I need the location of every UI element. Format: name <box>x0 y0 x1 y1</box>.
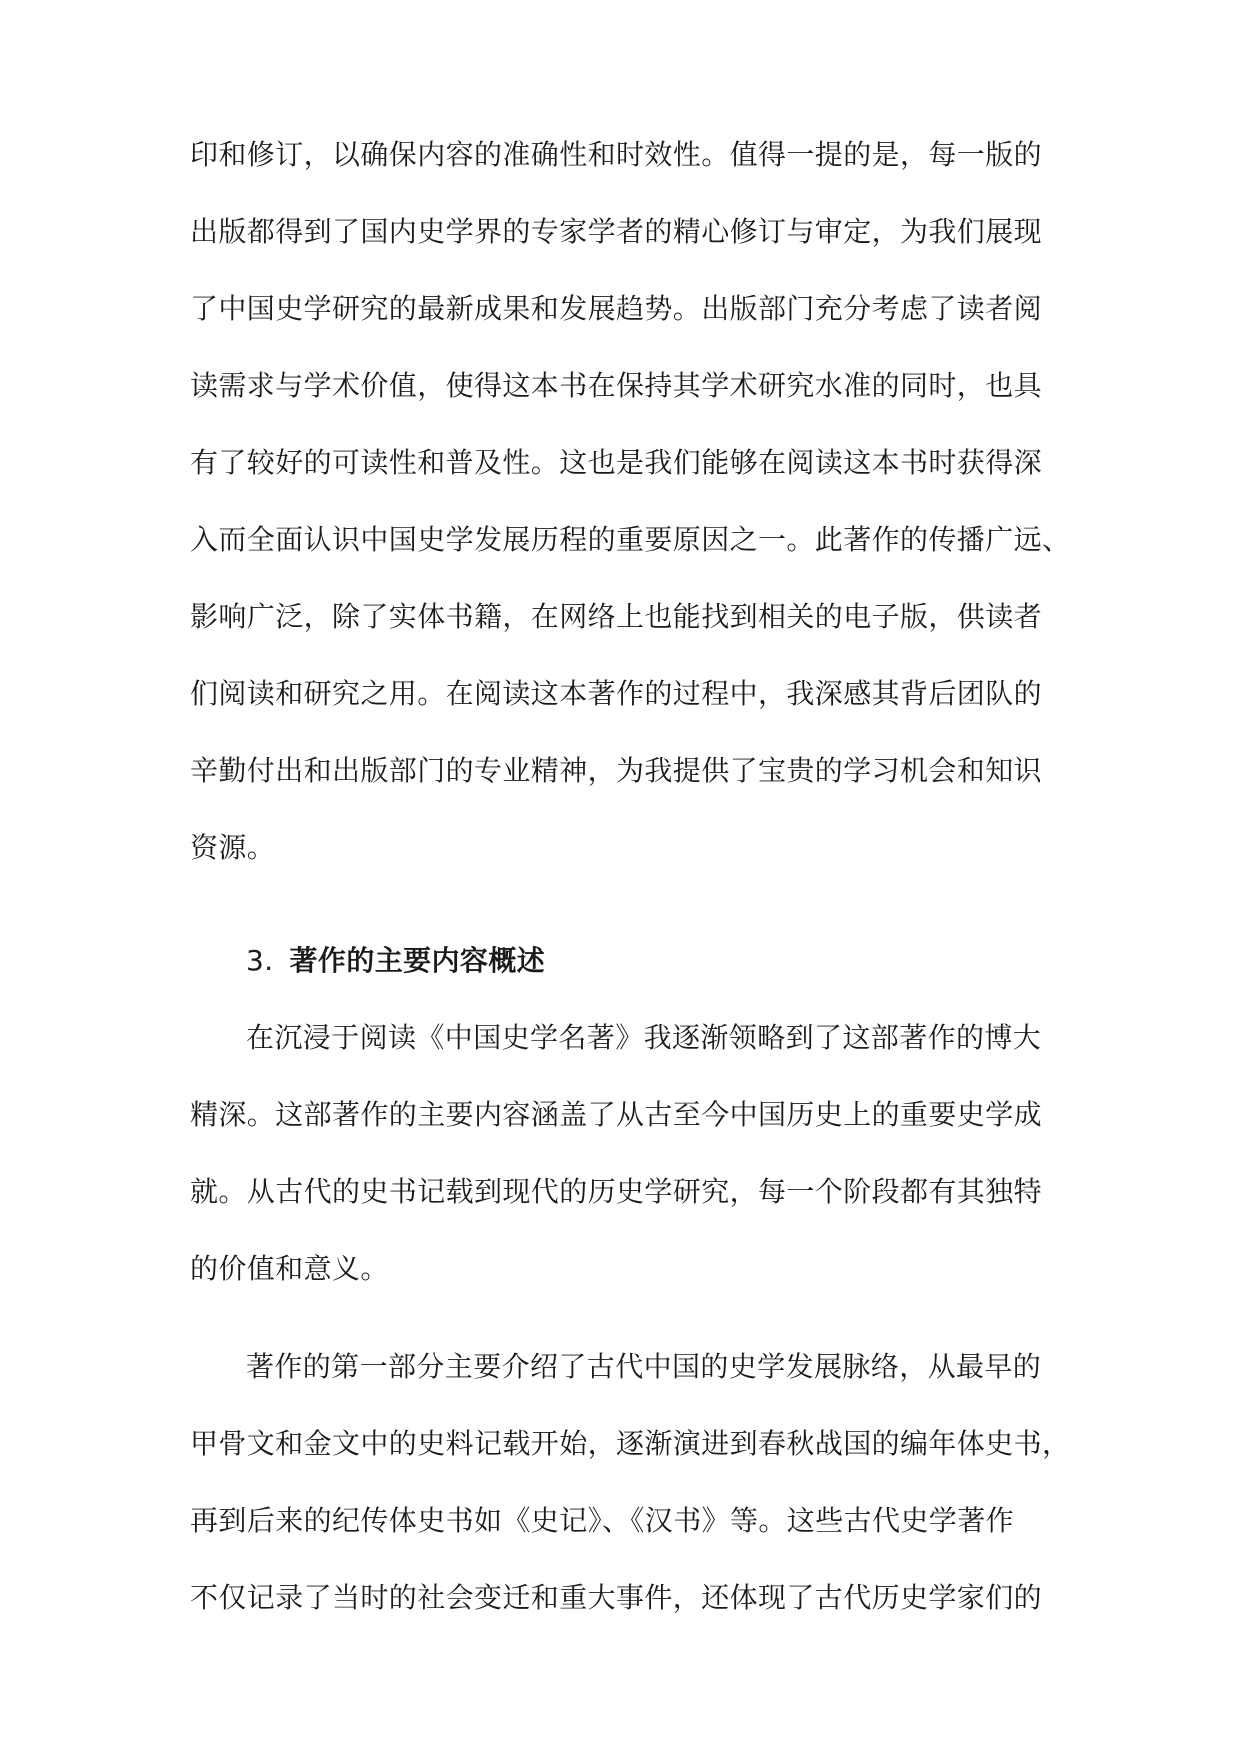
paragraph-1-line-3: 了中国史学研究的最新成果和发展趋势。出版部门充分考虑了读者阅 <box>190 292 1043 325</box>
paragraph-1-line-1: 印和修订，以确保内容的准确性和时效性。值得一提的是，每一版的 <box>190 138 1043 171</box>
section-3-number: 3. <box>246 944 274 977</box>
paragraph-3-line-3: 再到后来的纪传体史书如《史记》、《汉书》等。这些古代史学著作 <box>190 1504 1015 1537</box>
paragraph-2-line-4: 的价值和意义。 <box>190 1252 389 1285</box>
paragraph-2-line-1: 在沉浸于阅读《中国史学名著》我逐渐领略到了这部著作的博大 <box>246 1021 1042 1054</box>
paragraph-3-line-1: 著作的第一部分主要介绍了古代中国的史学发展脉络，从最早的 <box>246 1350 1042 1383</box>
paragraph-1-line-7: 影响广泛，除了实体书籍，在网络上也能找到相关的电子版，供读者 <box>190 600 1043 633</box>
paragraph-1-line-9: 辛勤付出和出版部门的专业精神，为我提供了宝贵的学习机会和知识 <box>190 754 1043 787</box>
paragraph-3-line-2: 甲骨文和金文中的史料记载开始，逐渐演进到春秋战国的编年体史书， <box>190 1427 1071 1460</box>
paragraph-2-line-2: 精深。这部著作的主要内容涵盖了从古至今中国历史上的重要史学成 <box>190 1098 1043 1131</box>
section-3-heading <box>246 941 1050 981</box>
paragraph-1-line-4: 读需求与学术价值，使得这本书在保持其学术研究水准的同时，也具 <box>190 369 1043 402</box>
paragraph-1-line-8: 们阅读和研究之用。在阅读这本著作的过程中，我深感其背后团队的 <box>190 677 1043 710</box>
paragraph-3-line-4: 不仅记录了当时的社会变迁和重大事件，还体现了古代历史学家们的 <box>190 1581 1043 1614</box>
section-3-title: 著作的主要内容概述 <box>289 944 546 977</box>
paragraph-1-line-10: 资源。 <box>190 831 276 864</box>
paragraph-2-line-3: 就。从古代的史书记载到现代的历史学研究，每一个阶段都有其独特 <box>190 1175 1043 1208</box>
paragraph-1-line-6: 入而全面认识中国史学发展历程的重要原因之一。此著作的传播广远、 <box>190 523 1071 556</box>
paragraph-1-line-5: 有了较好的可读性和普及性。这也是我们能够在阅读这本书时获得深 <box>190 446 1043 479</box>
paragraph-1-line-2: 出版都得到了国内史学界的专家学者的精心修订与审定，为我们展现 <box>190 215 1043 248</box>
